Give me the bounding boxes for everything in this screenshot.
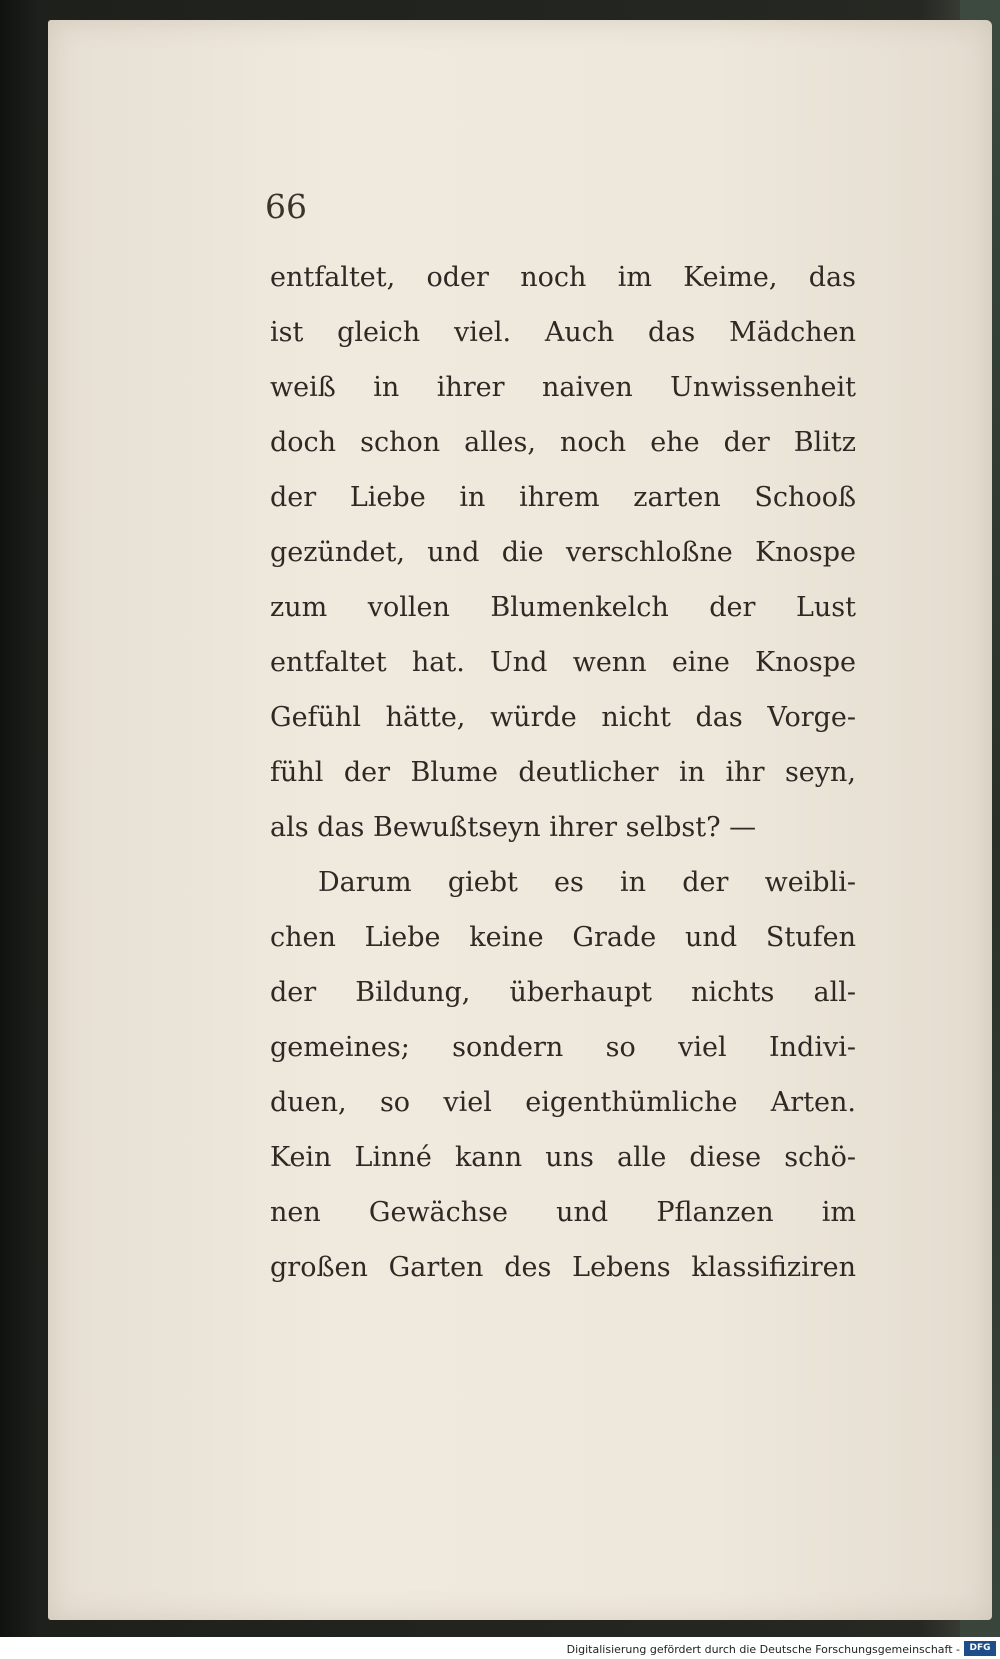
text-line: entfaltet, oder noch im Keime, das bbox=[270, 262, 856, 293]
text-line: der Liebe in ihrem zarten Schooß bbox=[270, 482, 856, 513]
text-line: der Bildung, überhaupt nichts all- bbox=[270, 977, 856, 1008]
dfg-logo: DFG bbox=[964, 1641, 996, 1656]
text-line: chen Liebe keine Grade und Stufen bbox=[270, 922, 856, 953]
text-line: großen Garten des Lebens klassifiziren bbox=[270, 1252, 856, 1283]
text-line: gemeines; sondern so viel Indivi- bbox=[270, 1032, 856, 1063]
text-line: fühl der Blume deutlicher in ihr seyn, bbox=[270, 757, 856, 788]
text-line: nen Gewächse und Pflanzen im bbox=[270, 1197, 856, 1228]
footer-bar bbox=[0, 1637, 1000, 1659]
text-line: Kein Linné kann uns alle diese schö- bbox=[270, 1142, 856, 1173]
text-line: gezündet, und die verschloßne Knospe bbox=[270, 537, 856, 568]
text-line: zum vollen Blumenkelch der Lust bbox=[270, 592, 856, 623]
text-line: duen, so viel eigenthümliche Arten. bbox=[270, 1087, 856, 1118]
text-block bbox=[270, 250, 856, 1295]
footer-credit: Digitalisierung gefördert durch die Deutsche Forschungsgemeinschaft - bbox=[566, 1643, 960, 1656]
text-line: doch schon alles, noch ehe der Blitz bbox=[270, 427, 856, 458]
text-line: Darum giebt es in der weibli- bbox=[318, 867, 856, 898]
text-line: als das Bewußtseyn ihrer selbst? — bbox=[270, 812, 757, 843]
text-line: ist gleich viel. Auch das Mädchen bbox=[270, 317, 856, 348]
page-number: 66 bbox=[265, 187, 307, 226]
text-line: entfaltet hat. Und wenn eine Knospe bbox=[270, 647, 856, 678]
text-line: Gefühl hätte, würde nicht das Vorge- bbox=[270, 702, 856, 733]
text-line: weiß in ihrer naiven Unwissenheit bbox=[270, 372, 856, 403]
